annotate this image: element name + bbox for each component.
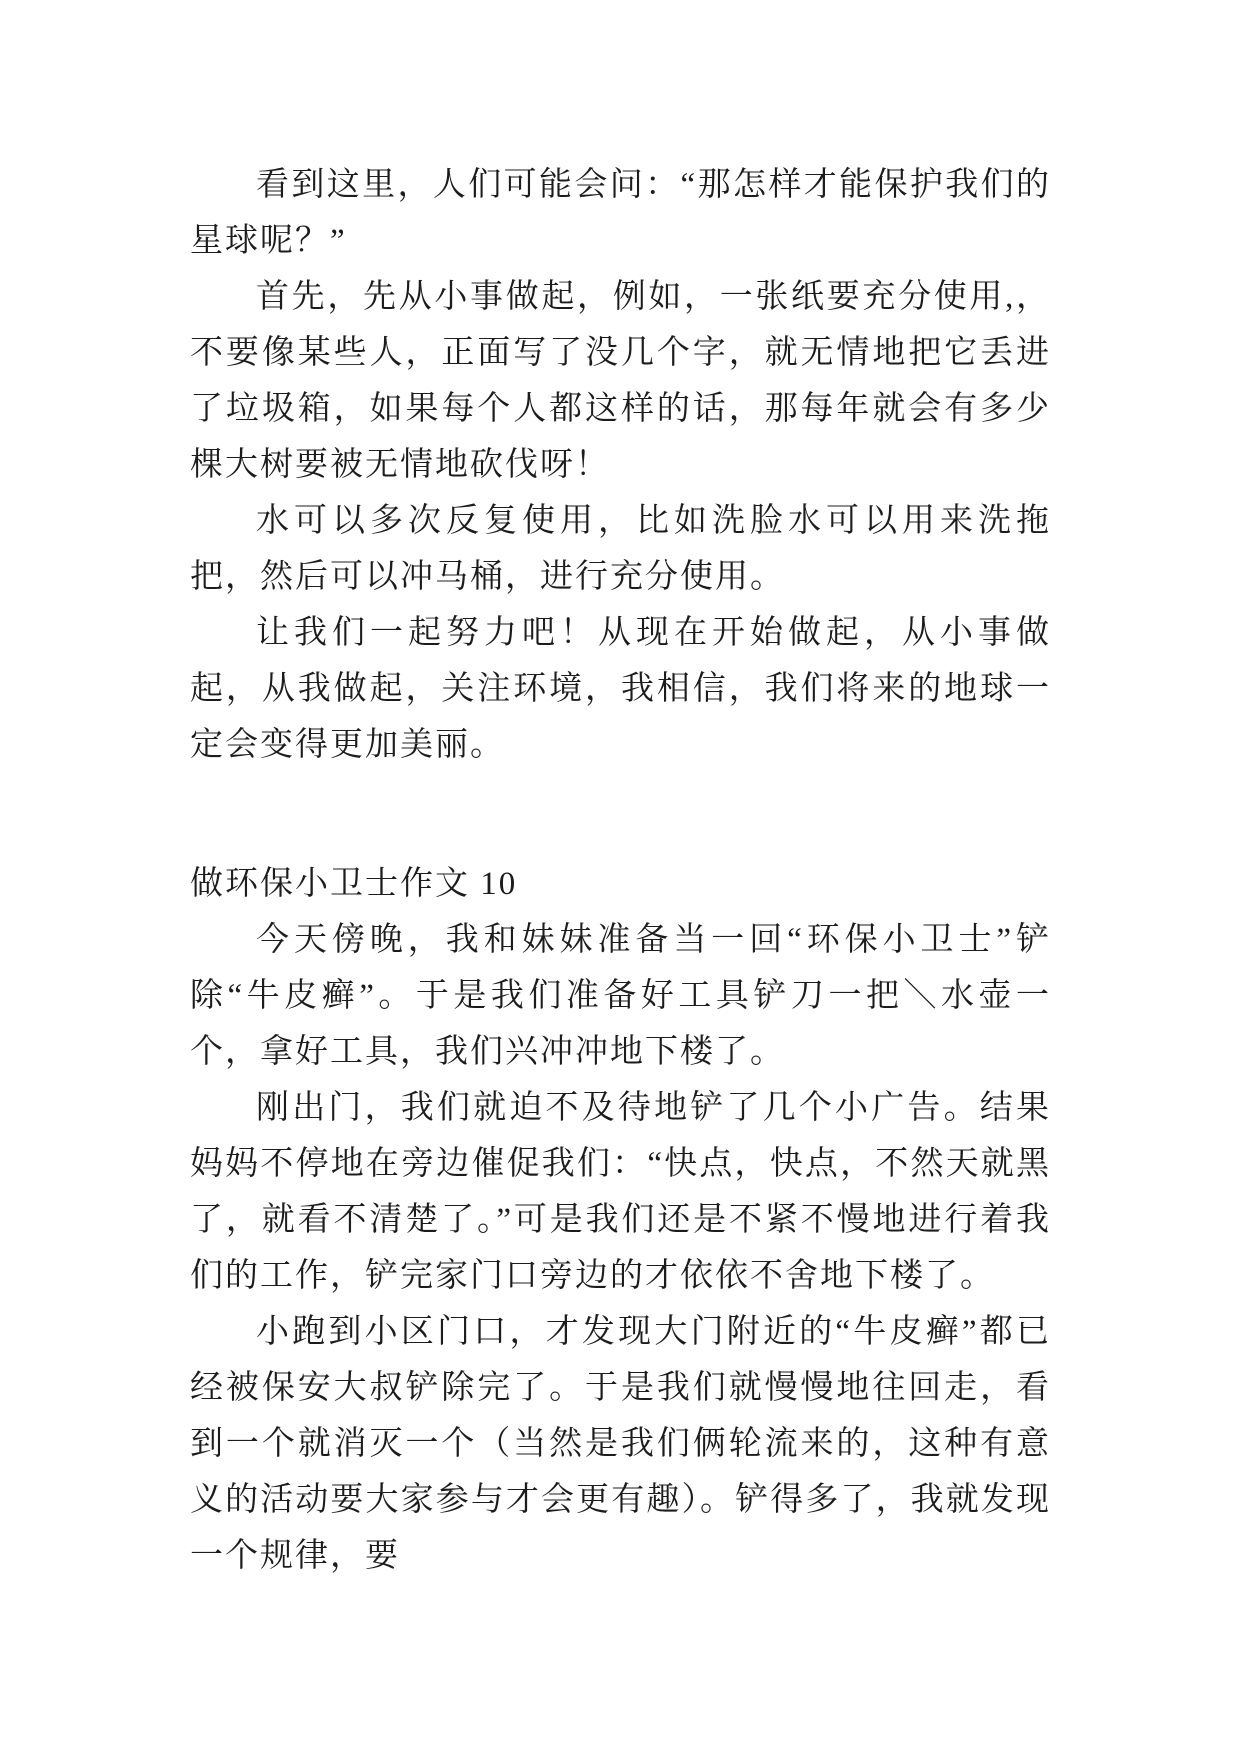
- essay-paragraph: 小跑到小区门口，才发现大门附近的“牛皮癣”都已经被保安大叔铲除完了。于是我们就慢慢地往回走，看到一个就消灭一个（当然是我们俩轮流来的，这种有意义的活动要大家参与才会更有趣）。铲得多了，我就发现一个规律，要: [190, 1314, 1051, 1574]
- essay-paragraph: 让我们一起努力吧！从现在开始做起，从小事做起，从我做起，关注环境，我相信，我们将来的地球一定会变得更加美丽。: [190, 615, 1051, 763]
- essay-paragraph: 今天傍晚，我和妹妹准备当一回“环保小卫士”铲除“牛皮癣”。于是我们准备好工具铲刀一把＼水壶一个，拿好工具，我们兴冲冲地下楼了。: [190, 922, 1051, 1070]
- essay-paragraph: 水可以多次反复使用，比如洗脸水可以用来洗拖把，然后可以冲马桶，进行充分使用。: [190, 503, 1051, 595]
- essay-text-block: [190, 157, 1051, 1584]
- essay-paragraph: 看到这里，人们可能会问：“那怎样才能保护我们的星球呢？”: [190, 167, 1051, 259]
- essay-paragraph: 首先，先从小事做起，例如，一张纸要充分使用,，不要像某些人，正面写了没几个字，就无情地把它丢进了垃圾箱，如果每个人都这样的话，那每年就会有多少棵大树要被无情地砍伐呀！: [190, 279, 1051, 483]
- essay-section-title: 做环保小卫士作文 10: [190, 866, 518, 902]
- essay-paragraph: 刚出门，我们就迫不及待地铲了几个小广告。结果妈妈不停地在旁边催促我们：“快点，快点，不然天就黑了，就看不清楚了。”可是我们还是不紧不慢地进行着我们的工作，铲完家门口旁边的才依依不舍地下楼了。: [190, 1090, 1051, 1294]
